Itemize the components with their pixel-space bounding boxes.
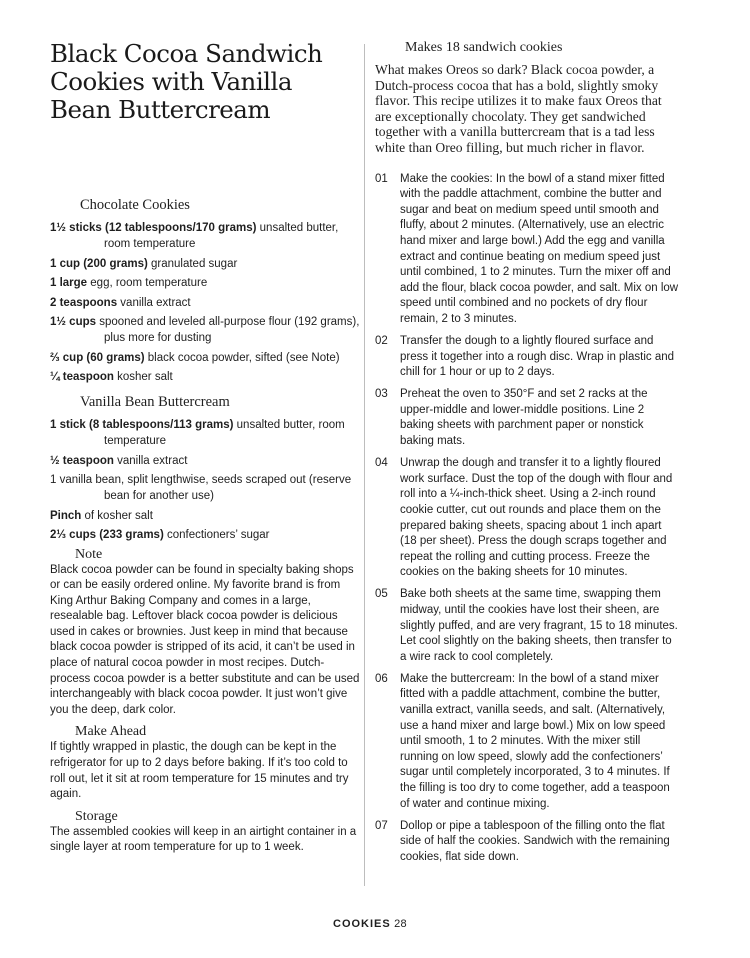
ingredient-item: ¼ teaspoon kosher salt: [50, 371, 173, 383]
right-column: [375, 40, 680, 872]
note-text: Black cocoa powder can be found in specialty baking shops or can be easily ordered online. My favorite brand is from King Arthur Baking Company and comes in a large, resealable bag. Leftover black cocoa powder is delicious used in cakes or brownies. Just keep in mind that because black cocoa powder is stripped of its acid, it can’t be used in place of natural cocoa powder in most recipes. Dutch-process cocoa powder is a better substitute and can be used interchangeably with black cocoa powder. It just won’t give you the deep, dark color.: [50, 563, 360, 716]
intro-text: What makes Oreos so dark? Black cocoa powder, a Dutch-process cocoa that has a bold, slightly smoky flavor. This recipe utilizes it to make faux Oreos that are exceptionally chocolaty. They get sandwiched together with a vanilla buttercream that is a tad less white than Oreo filling, but much richer in flavor.: [375, 62, 662, 155]
step-text: Make the buttercream: In the bowl of a stand mixer fitted with a paddle attachment, combine the butter, vanilla extract, vanilla seeds, and salt. (Alternatively, use a hand mixer and large bowl.) Mix on low speed until smooth, 1 to 2 minutes. With the mixer still running on low speed, slowly add the confectioners’ sugar until completely incorporated, 3 to 4 minutes. If the filling is too dry to come together, add a teaspoon of water and continue mixing.: [400, 672, 670, 810]
storage-heading: Storage: [75, 808, 118, 824]
steps-list: [375, 172, 680, 866]
ingredient-item: ⅔ cup (60 grams) black cocoa powder, sifted (see Note): [50, 351, 340, 364]
chocolate-ingredient-list: [50, 220, 360, 385]
step-number: 04: [375, 457, 388, 470]
ingredient-item: 1 stick (8 tablespoons/113 grams) unsalted butter, room temperature: [50, 419, 345, 447]
ingredient-item: 2⅓ cups (233 grams) confectioners’ sugar: [50, 529, 270, 541]
step-text: Unwrap the dough and transfer it to a lightly floured work surface. Dust the top of the dough with flour and roll into a ¼-inch-thick sheet. Using a 2-inch round cookie cutter, cut out rounds and place them on the prepared baking sheets, spacing about 1 inch apart (18 per sheet). Press the dough scraps together and repeat the rolling and cutting process. Freeze the cookies on the baking sheets for 10 minutes.: [400, 457, 673, 579]
chocolate-cookies-heading: Chocolate Cookies: [80, 197, 190, 213]
ingredient-item: ½ teaspoon vanilla extract: [50, 454, 188, 467]
ingredient-item: 1 vanilla bean, split lengthwise, seeds scraped out (reserve bean for another use): [50, 474, 352, 502]
step-item: [375, 587, 680, 665]
page-footer: [333, 918, 407, 930]
step-text: Dollop or pipe a tablespoon of the filling onto the flat side of half the cookies. Sandwich with the remaining cookies, flat side down.: [400, 819, 670, 863]
step-text: Bake both sheets at the same time, swapping them midway, until the cookies have lost their sheen, are slightly puffed, and are very fragrant, 15 to 18 minutes. Let cool slightly on the baking sheets, then transfer to a wire rack to cool completely.: [400, 588, 678, 663]
step-number: 06: [375, 672, 388, 685]
note-heading: Note: [75, 546, 103, 562]
step-text: Preheat the oven to 350°F and set 2 racks at the upper-middle and lower-middle positions. Line 2 baking sheets with parchment paper or nonstick baking mats.: [400, 388, 648, 448]
step-number: 01: [375, 172, 388, 185]
step-number: 02: [375, 335, 388, 347]
step-item: [375, 172, 680, 328]
ingredient-item: 2 teaspoons vanilla extract: [50, 296, 191, 309]
step-item: [375, 334, 680, 381]
yield-text: Makes 18 sandwich cookies: [405, 40, 563, 55]
step-text: Transfer the dough to a lightly floured surface and press it together into a rough disc. Wrap in plastic and chill for 1 hour or up to 2 days.: [400, 335, 675, 379]
vanilla-ingredient-list: [50, 417, 360, 543]
step-number: 05: [375, 588, 388, 601]
storage-text: The assembled cookies will keep in an airtight container in a single layer at room temperature for up to 1 week.: [50, 825, 357, 854]
column-divider: [364, 44, 365, 886]
step-number: 03: [375, 388, 388, 401]
make-ahead-heading: Make Ahead: [75, 724, 147, 740]
make-ahead-text: If tightly wrapped in plastic, the dough can be kept in the refrigerator for up to 2 days before baking. If it’s too cold to roll out, let it sit at room temperature for 15 minutes and try again.: [50, 741, 349, 801]
step-number: 07: [375, 819, 388, 832]
ingredient-item: Pinch of kosher salt: [50, 509, 153, 522]
ingredient-item: 1 cup (200 grams) granulated sugar: [50, 257, 238, 270]
recipe-title: Black Cocoa Sandwich Cookies with Vanilla Bean Buttercream: [50, 39, 323, 124]
vanilla-buttercream-heading: Vanilla Bean Buttercream: [80, 394, 230, 410]
ingredient-item: 1½ sticks (12 tablespoons/170 grams) unsalted butter, room temperature: [50, 222, 339, 250]
page-number: 28: [394, 918, 407, 930]
footer-section-label: COOKIES: [333, 918, 391, 930]
step-text: Make the cookies: In the bowl of a stand mixer fitted with the paddle attachment, combine the butter and sugar and beat on medium speed until smooth and fluffy, about 2 minutes. (Alternatively, use an electric hand mixer and large bowl.) Add the egg and vanilla extract and continue beating on medium speed just until combined, 1 to 2 minutes. Turn the mixer off and add the flour, black cocoa powder, and salt. Mix on low speed until combined and no pockets of dry flour remain, 2 to 3 minutes.: [400, 172, 679, 325]
ingredient-item: 1½ cups spooned and leveled all-purpose flour (192 grams), plus more for dusting: [50, 316, 360, 344]
step-item: [375, 456, 680, 581]
step-item: [375, 819, 680, 866]
ingredient-item: 1 large egg, room temperature: [50, 277, 208, 289]
left-column: [50, 40, 360, 856]
step-item: [375, 387, 680, 449]
step-item: [375, 672, 680, 812]
